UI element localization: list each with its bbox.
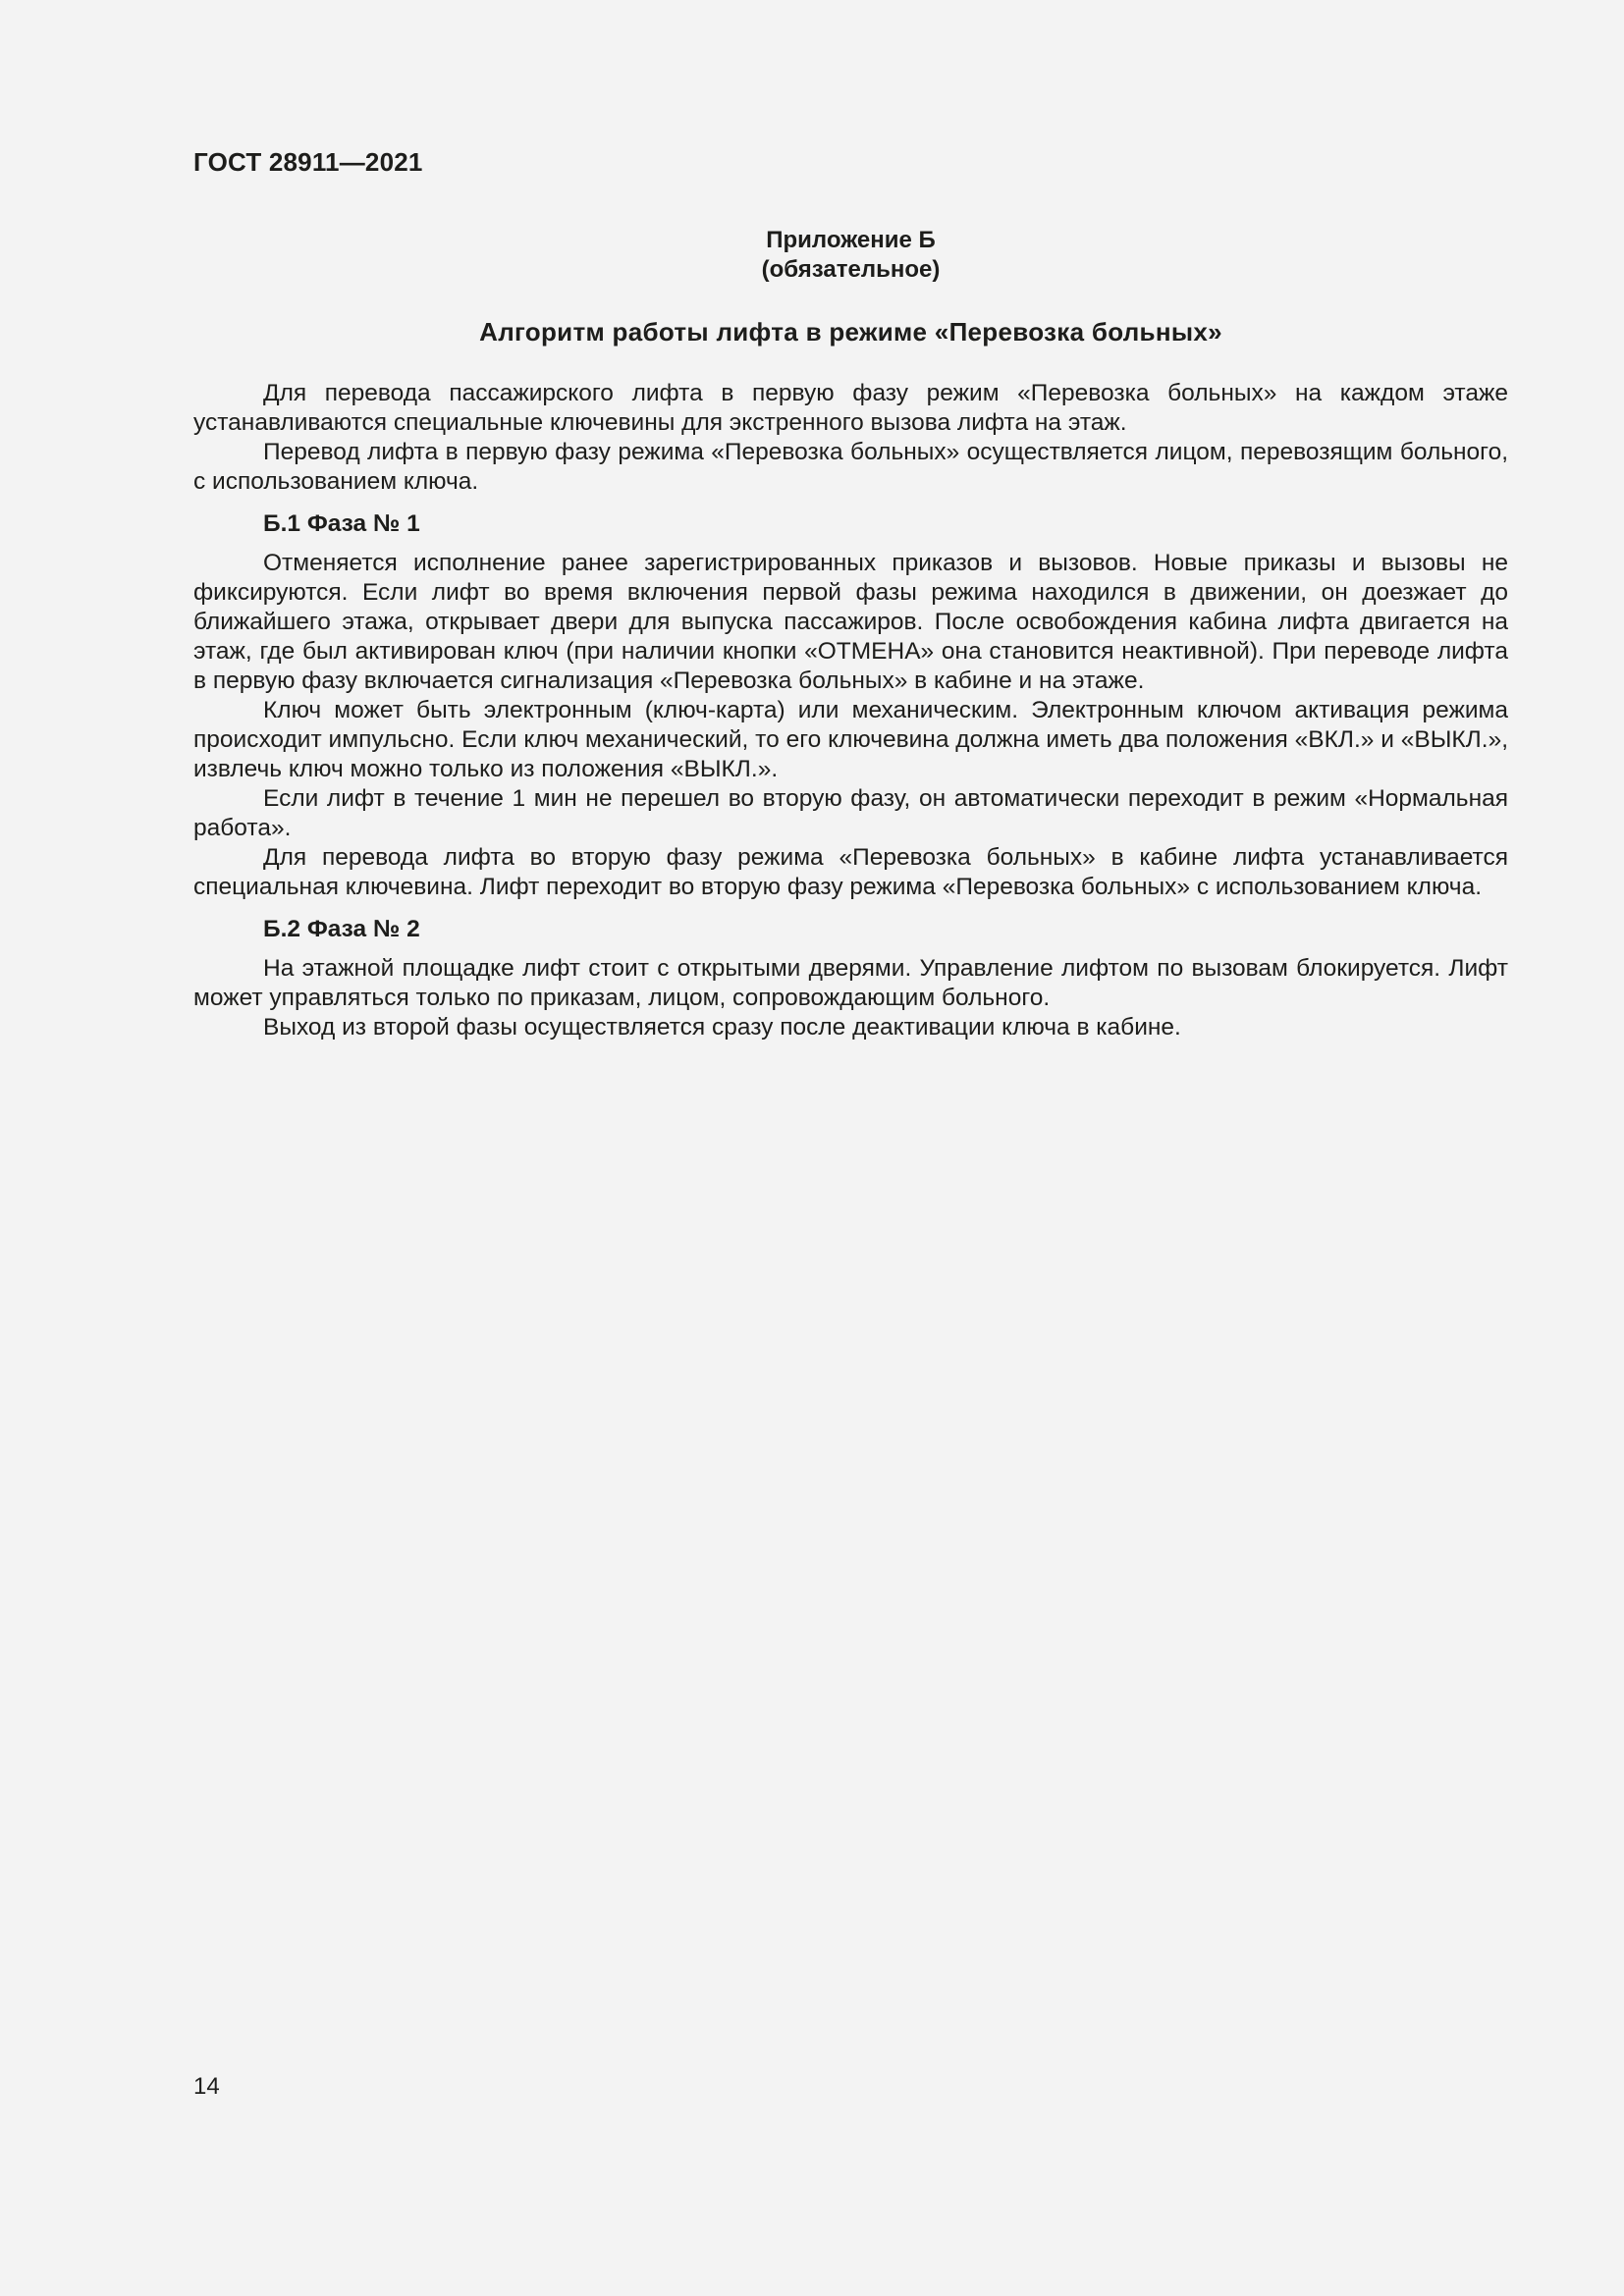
- section-heading-b2: Б.2 Фаза № 2: [263, 916, 420, 942]
- appendix-title: Алгоритм работы лифта в режиме «Перевозка больных»: [479, 317, 1222, 347]
- paragraph: Отменяется исполнение ранее зарегистрированных приказов и вызовов. Новые приказы и вызовы не фиксируются. Если лифт во время включения первой фазы режима находился в движении, он доезжает до ближайшего этажа, открывает двери для выпуска пассажиров. После освобождения кабина лифта двигается на этаж, где был активирован ключ (при наличии кнопки «ОТМЕНА» она становится неактивной). При переводе лифта в первую фазу включается сигнализация «Перевозка больных» в кабине и на этаже.: [193, 550, 1508, 694]
- document-body: [193, 379, 1508, 1042]
- paragraph: Если лифт в течение 1 мин не перешел во вторую фазу, он автоматически переходит в режим «Нормальная работа».: [193, 785, 1508, 841]
- page-number: 14: [193, 2073, 220, 2100]
- document-header: ГОСТ 28911—2021: [193, 147, 423, 177]
- appendix-status: (обязательное): [761, 256, 941, 283]
- paragraph: Для перевода лифта во вторую фазу режима «Перевозка больных» в кабине лифта устанавливается специальная ключевина. Лифт переходит во вторую фазу режима «Перевозка больных» с использованием ключа.: [193, 844, 1508, 900]
- paragraph: Перевод лифта в первую фазу режима «Перевозка больных» осуществляется лицом, перевозящим больного, с использованием ключа.: [193, 439, 1508, 495]
- paragraph: На этажной площадке лифт стоит с открытыми дверями. Управление лифтом по вызовам блокируется. Лифт может управляться только по приказам, лицом, сопровождающим больного.: [193, 955, 1508, 1011]
- paragraph: Выход из второй фазы осуществляется сразу после деактивации ключа в кабине.: [263, 1014, 1181, 1041]
- appendix-heading: [193, 226, 1508, 285]
- paragraph: Ключ может быть электронным (ключ-карта) или механическим. Электронным ключом активация режима происходит импульсно. Если ключ механический, то его ключевина должна иметь два положения «ВКЛ.» и «ВЫКЛ.», извлечь ключ можно только из положения «ВЫКЛ.».: [193, 697, 1508, 782]
- paragraph: Для перевода пассажирского лифта в первую фазу режим «Перевозка больных» на каждом этаже устанавливаются специальные ключевины для экстренного вызова лифта на этаж.: [193, 380, 1508, 436]
- appendix-label: Приложение Б: [766, 227, 936, 253]
- section-heading-b1: Б.1 Фаза № 1: [263, 510, 420, 537]
